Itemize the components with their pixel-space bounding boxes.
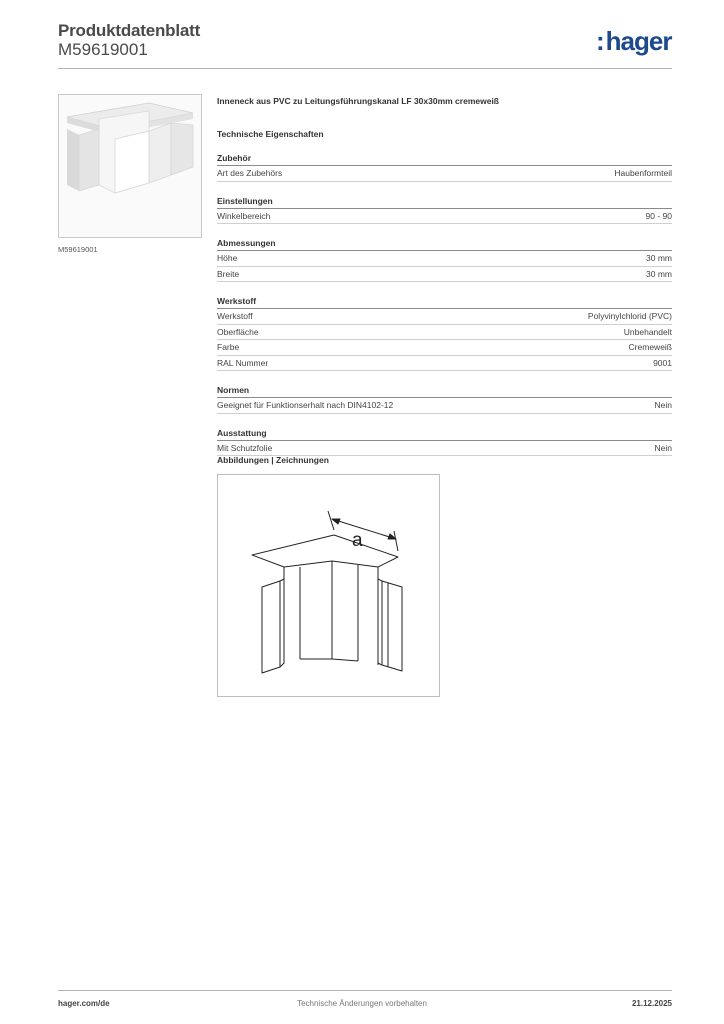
section-zubehoer	[217, 153, 672, 182]
property-row	[217, 209, 672, 225]
footer-website[interactable]: hager.com/de	[58, 999, 110, 1008]
property-value: 9001	[653, 357, 672, 368]
product-photo	[58, 94, 202, 238]
section-title: Werkstoff	[217, 296, 672, 309]
product-code: M59619001	[58, 40, 148, 59]
property-label: Winkelbereich	[217, 210, 271, 221]
section-ausstattung	[217, 428, 672, 457]
property-label: Werkstoff	[217, 311, 253, 321]
property-value: Polyvinylchlorid (PVC)	[587, 311, 672, 321]
footer-disclaimer: Technische Änderungen vorbehalten	[297, 999, 427, 1008]
property-value: 30 mm	[646, 253, 672, 263]
property-value: Cremeweiß	[628, 342, 672, 352]
property-row	[217, 441, 672, 457]
section-title: Abmessungen	[217, 238, 672, 251]
flange-left-edge	[280, 579, 284, 667]
property-label: Oberfläche	[217, 326, 259, 337]
property-row	[217, 325, 672, 341]
dimension-line	[332, 519, 396, 539]
section-abmessungen	[217, 238, 672, 282]
section-werkstoff	[217, 296, 672, 371]
edge-line	[300, 659, 358, 661]
technical-drawing	[217, 474, 440, 697]
property-value: Haubenformteil	[614, 168, 672, 178]
figures-heading: Abbildungen | Zeichnungen	[217, 455, 329, 465]
section-title: Normen	[217, 385, 672, 398]
flange-left	[262, 581, 280, 673]
property-label: Höhe	[217, 253, 238, 263]
property-value: Nein	[654, 400, 672, 410]
property-label: Farbe	[217, 342, 240, 352]
dimension-label: a	[352, 530, 363, 551]
property-value: Unbehandelt	[623, 326, 672, 337]
footer-divider	[58, 990, 672, 991]
product-description: Inneneck aus PVC zu Leitungsführungskanal LF 30x30mm cremeweiß	[217, 96, 499, 106]
dimension-arrow	[332, 519, 340, 524]
property-value: 90 - 90	[645, 210, 672, 221]
properties-heading: Technische Eigenschaften	[217, 129, 324, 139]
section-title: Einstellungen	[217, 196, 672, 209]
flange-right-edge	[378, 579, 382, 665]
property-row	[217, 251, 672, 267]
footer-date: 21.12.2025	[631, 999, 672, 1008]
property-row	[217, 267, 672, 283]
product-details	[217, 96, 672, 456]
section-einstellungen	[217, 196, 672, 225]
section-title: Zubehör	[217, 153, 672, 166]
property-row	[217, 340, 672, 356]
property-row	[217, 356, 672, 372]
section-title: Ausstattung	[217, 428, 672, 441]
property-label: Geeignet für Funktionserhalt nach DIN4102-12	[217, 400, 394, 410]
dimension-extension-line	[394, 531, 398, 551]
technical-drawing-svg	[218, 475, 439, 696]
property-row	[217, 309, 672, 325]
flange-right	[382, 581, 402, 671]
logo-colon: :	[596, 26, 605, 56]
property-label: Breite	[217, 268, 240, 279]
header-divider	[58, 68, 672, 69]
section-normen	[217, 385, 672, 414]
property-label: RAL Nummer	[217, 357, 269, 368]
logo-text: hager	[605, 26, 672, 56]
property-row	[217, 398, 672, 414]
property-value: Nein	[654, 442, 672, 453]
page-title: Produktdatenblatt	[58, 21, 201, 40]
property-label: Mit Schutzfolie	[217, 442, 273, 453]
property-value: 30 mm	[646, 268, 672, 279]
property-row	[217, 166, 672, 182]
hager-logo	[596, 28, 671, 54]
property-label: Art des Zubehörs	[217, 168, 283, 178]
photo-caption: M59619001	[58, 245, 98, 254]
cover-top	[252, 535, 398, 567]
product-photo-illustration	[59, 95, 201, 237]
